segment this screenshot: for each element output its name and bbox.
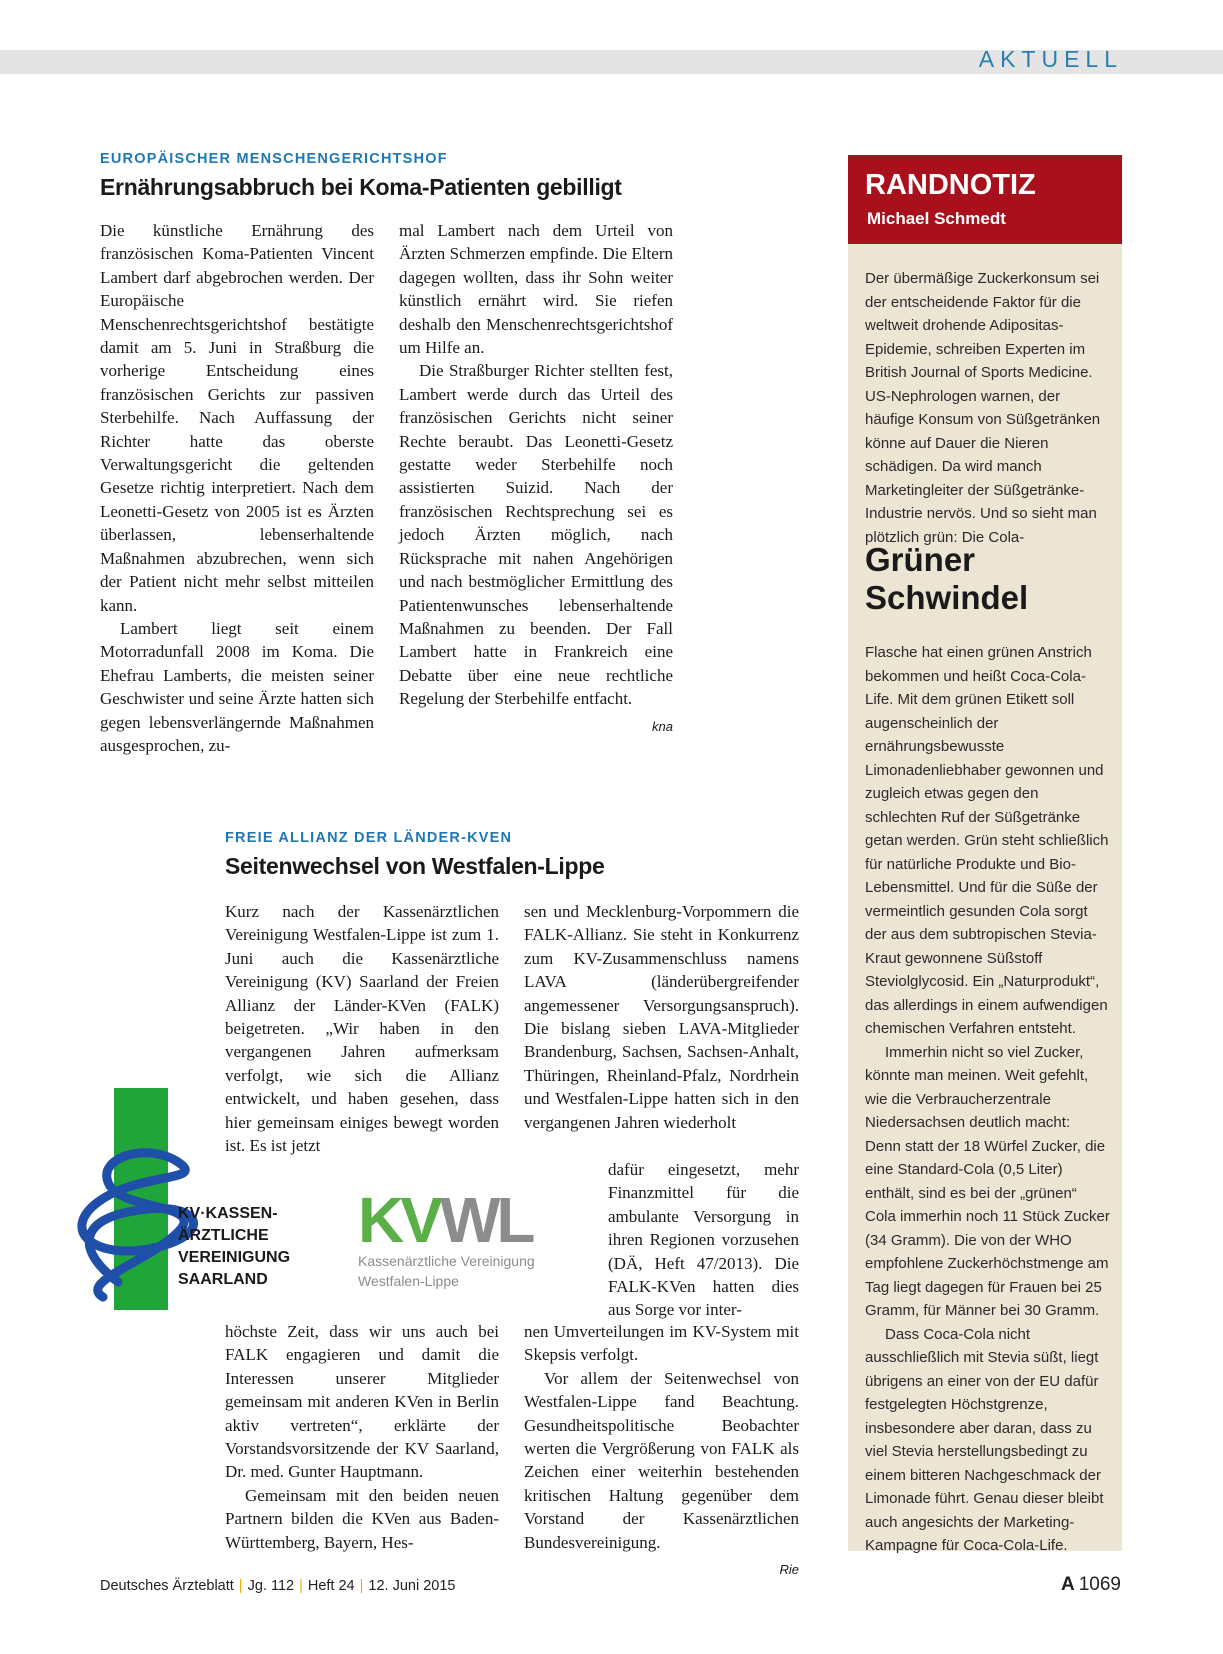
article2-paragraph: Gemeinsam mit den beiden neuen Partnern bilden die KVen aus Baden-Württemberg, Bayern, Hes- [225, 1485, 499, 1552]
article2-paragraph: dafür eingesetzt, mehr Finanzmittel für die ambulante Versorgung in ihren Regionen vorzusehen (DÄ, Heft 47/2013). Die FALK-KVen hatten dies aus Sorge vor inter- [608, 1160, 799, 1320]
article2-paragraph: höchste Zeit, dass wir uns auch bei FALK engagieren und damit die Interessen unserer Mitglieder gemeinsam mit anderen KVen in Berlin aktiv vertreten“, erklärte der Vorstandsvorsitzende der KV Saarland, Dr. med. Gunter Hauptmann. [225, 1322, 499, 1482]
randnotiz-header [848, 155, 1122, 244]
randnotiz-paragraph: Flasche hat einen grünen Anstrich bekommen und heißt Coca-Cola-Life. Mit dem grünen Etikett soll augenscheinlich der ernährungsbewusste Limonadenliebhaber gewonnen und zugleich etwas gegen den schlechten Ruf der Süßgetränke getan werden. Grün steht schließlich für natürliche Produkte und Bio-Lebensmittel. Und für die Süße der vermeintlich gesunden Cola sorgt der aus dem subtropischen Stevia-Kraut gewonnene Süßstoff Steviolglycosid. Ein „Naturprodukt“, das allerdings in einem aufwendigen chemischen Verfahren entsteht. [865, 644, 1109, 1037]
footer-separator: | [238, 1578, 243, 1594]
article2-kicker: FREIE ALLIANZ DER LÄNDER-KVEN [225, 830, 513, 846]
article1-kicker: EUROPÄISCHER MENSCHENGERICHTSHOF [100, 151, 448, 167]
article2-paragraph: Vor allem der Seitenwechsel von Westfalen-Lippe fand Beachtung. Gesundheitspolitische Beobachter werten die Vergrößerung von FALK als Zeichen einer weiterhin bestehenden kritischen Haltung gegenüber dem Vorstand der Kassenärztlichen Bundesvereinigung. [524, 1368, 799, 1552]
article2-paragraph: sen und Mecklenburg-Vorpommern die FALK-Allianz. Sie steht in Konkurrenz zum KV-Zusammenschluss namens LAVA (länderübergreifender angemessener Versorgungsanspruch). Die bislang sieben LAVA-Mitglieder Brandenburg, Sachsen, Sachsen-Anhalt, Thüringen, Rheinland-Pfalz, Nordrhein und Westfalen-Lippe hatten sich in den vergangenen Jahren wiederholt [524, 902, 799, 1132]
article1-column-2 [399, 219, 673, 738]
footer-journal: Deutsches Ärzteblatt [100, 1578, 234, 1594]
article1-signature: kna [652, 718, 673, 734]
saarland-logo-line: KV·KASSEN- [178, 1205, 278, 1222]
kvwl-mark-wl: WL [440, 1186, 532, 1256]
footer-separator: | [299, 1578, 303, 1594]
randnotiz-paragraph: Immerhin nicht so viel Zucker, könnte man meinen. Weit gefehlt, wie die Verbraucherzentrale Niedersachsen deutlich macht: Denn statt der 18 Würfel Zucker, die eine Standard-Cola (0,5 Liter) enthält, sind es bei der „grünen“ Cola immerhin noch 11 Stück Zucker (34 Gramm). Die von der WHO empfohlene Zuckerhöchstmenge am Tag liegt dagegen für Frauen bei 25 Gramm, für Männer bei 30 Gramm. [865, 1043, 1110, 1319]
article2-column-2-top [524, 900, 799, 1134]
page-prefix: A [1060, 1574, 1075, 1595]
randnotiz-body [865, 641, 1110, 1558]
randnotiz-intro [865, 267, 1110, 549]
article2-column-2-narrow [608, 1158, 799, 1322]
article2-signature: Rie [779, 1562, 799, 1578]
page-number [1061, 1574, 1121, 1596]
article1-paragraph: Lambert liegt seit einem Motorradunfall 2008 im Koma. Die Ehefrau Lamberts, die meisten seiner Geschwister und seine Ärzte hatten sich gegen lebensverlängernde Maßnahmen ausgesprochen, zu- [100, 618, 374, 755]
saarland-logo-line: ÄRZTLICHE [178, 1227, 269, 1244]
kvwl-logo-subtitle: Kassenärztliche Vereinigung [358, 1253, 535, 1269]
footer-separator: | [359, 1578, 364, 1594]
randnotiz-author: Michael Schmedt [867, 209, 1006, 228]
randnotiz-sidebar [848, 155, 1122, 1554]
page-value: 1069 [1078, 1574, 1121, 1595]
kv-saarland-logo [58, 1082, 348, 1322]
kvwl-mark-kv: KV [358, 1186, 439, 1256]
kvwl-logo-subtitle: Westfalen-Lippe [358, 1273, 459, 1289]
article1-headline: Ernährungsabbruch bei Koma-Patienten gebilligt [100, 174, 622, 200]
article1-paragraph: Die Straßburger Richter stellten fest, Lambert werde durch das Urteil des französischen Gerichts nicht seiner Rechte beraubt. Das Leonetti-Gesetz gestatte weder Sterbehilfe noch assistierten Suizid. Nach der französischen Rechtsprechung sei es jedoch Ärzten möglich, nach Rücksprache mit nahen Angehörigen und nach bestmöglicher Ermittlung des Patientenwunsches lebenserhaltende Maßnahmen zu beenden. Der Fall Lambert hatte in Frankreich eine Debatte über eine neue rechtliche Regelung der Sterbehilfe entfacht. [399, 361, 673, 709]
article2-column-2-bottom [524, 1320, 799, 1581]
article1-paragraph: Die künstliche Ernährung des französischen Koma-Patienten Vincent Lambert darf abgebrochen werden. Der Europäische Menschenrechtsgerichtshof bestätigte damit am 5. Juni in Straßburg die vorherige Entscheidung eines französischen Gerichts zur passiven Sterbehilfe. Nach Auffassung der Richter hatte das oberste Verwaltungsgericht die geltenden Gesetze richtig interpretiert. Nach dem Leonetti-Gesetz von 2005 ist es Ärzten überlassen, lebenserhaltende Maßnahmen abzubrechen, wenn sich der Patient nicht mehr selbst mitteilen kann. [100, 221, 374, 615]
footer-volume: Jg. 112 [247, 1578, 295, 1594]
footer-issue: Heft 24 [307, 1578, 355, 1594]
article2-column-1-bottom [225, 1320, 499, 1554]
randnotiz-paragraph: Dass Coca-Cola nicht ausschließlich mit Stevia süßt, liegt übrigens an einer von der EU dafür festgelegten Höchstgrenze, insbesondere aber daran, dass zu viel Stevia herstellungsbedingt zu einem bitteren Nachgeschmack der Limonade führt. Genau dieser bleibt auch angesichts der Marketing-Kampagne für Coca-Cola-Life. [865, 1325, 1104, 1554]
article2-paragraph: nen Umverteilungen im KV-System mit Skepsis verfolgt. [524, 1322, 799, 1365]
randnotiz-title: RANDNOTIZ [865, 169, 1036, 201]
section-label: AKTUELL [978, 46, 1123, 72]
kvwl-logo [358, 1186, 578, 1296]
randnotiz-paragraph: Der übermäßige Zuckerkonsum sei der entscheidende Faktor für die weltweit drohende Adipositas-Epidemie, schreiben Experten im British Journal of Sports Medicine. US-Nephrologen warnen, der häufige Konsum von Süßgetränken könne auf Dauer die Nieren schädigen. Da wird manch Marketingleiter der Süßgetränke-Industrie nervös. Und so sieht man plötzlich grün: Die Cola- [865, 270, 1101, 546]
randnotiz-big-title: Grüner Schwindel [865, 541, 1029, 616]
article1-column-1 [100, 219, 374, 757]
article1-paragraph: mal Lambert nach dem Urteil von Ärzten Schmerzen empfinde. Die Eltern dagegen wollten, dass ihr Sohn weiter künstlich ernährt wird. Sie riefen deshalb den Menschenrechtsgerichtshof um Hilfe an. [399, 221, 673, 358]
saarland-logo-line: VEREINIGUNG [178, 1249, 291, 1266]
footer-date: 12. Juni 2015 [368, 1578, 456, 1594]
article2-headline: Seitenwechsel von Westfalen-Lippe [225, 853, 605, 879]
footer-citation [100, 1578, 455, 1594]
article2-paragraph: Kurz nach der Kassenärztlichen Vereinigung Westfalen-Lippe ist zum 1. Juni auch die Kassenärztliche Vereinigung (KV) Saarland der Freien Allianz der Länder-KVen (FALK) beigetreten. „Wir haben in den vergangenen Jahren aufmerksam verfolgt, wie sich die Allianz entwickelt, und haben gesehen, dass hier gemeinsam einiges bewegt worden ist. Es ist jetzt [225, 902, 499, 1156]
saarland-logo-line: SAARLAND [178, 1271, 268, 1288]
